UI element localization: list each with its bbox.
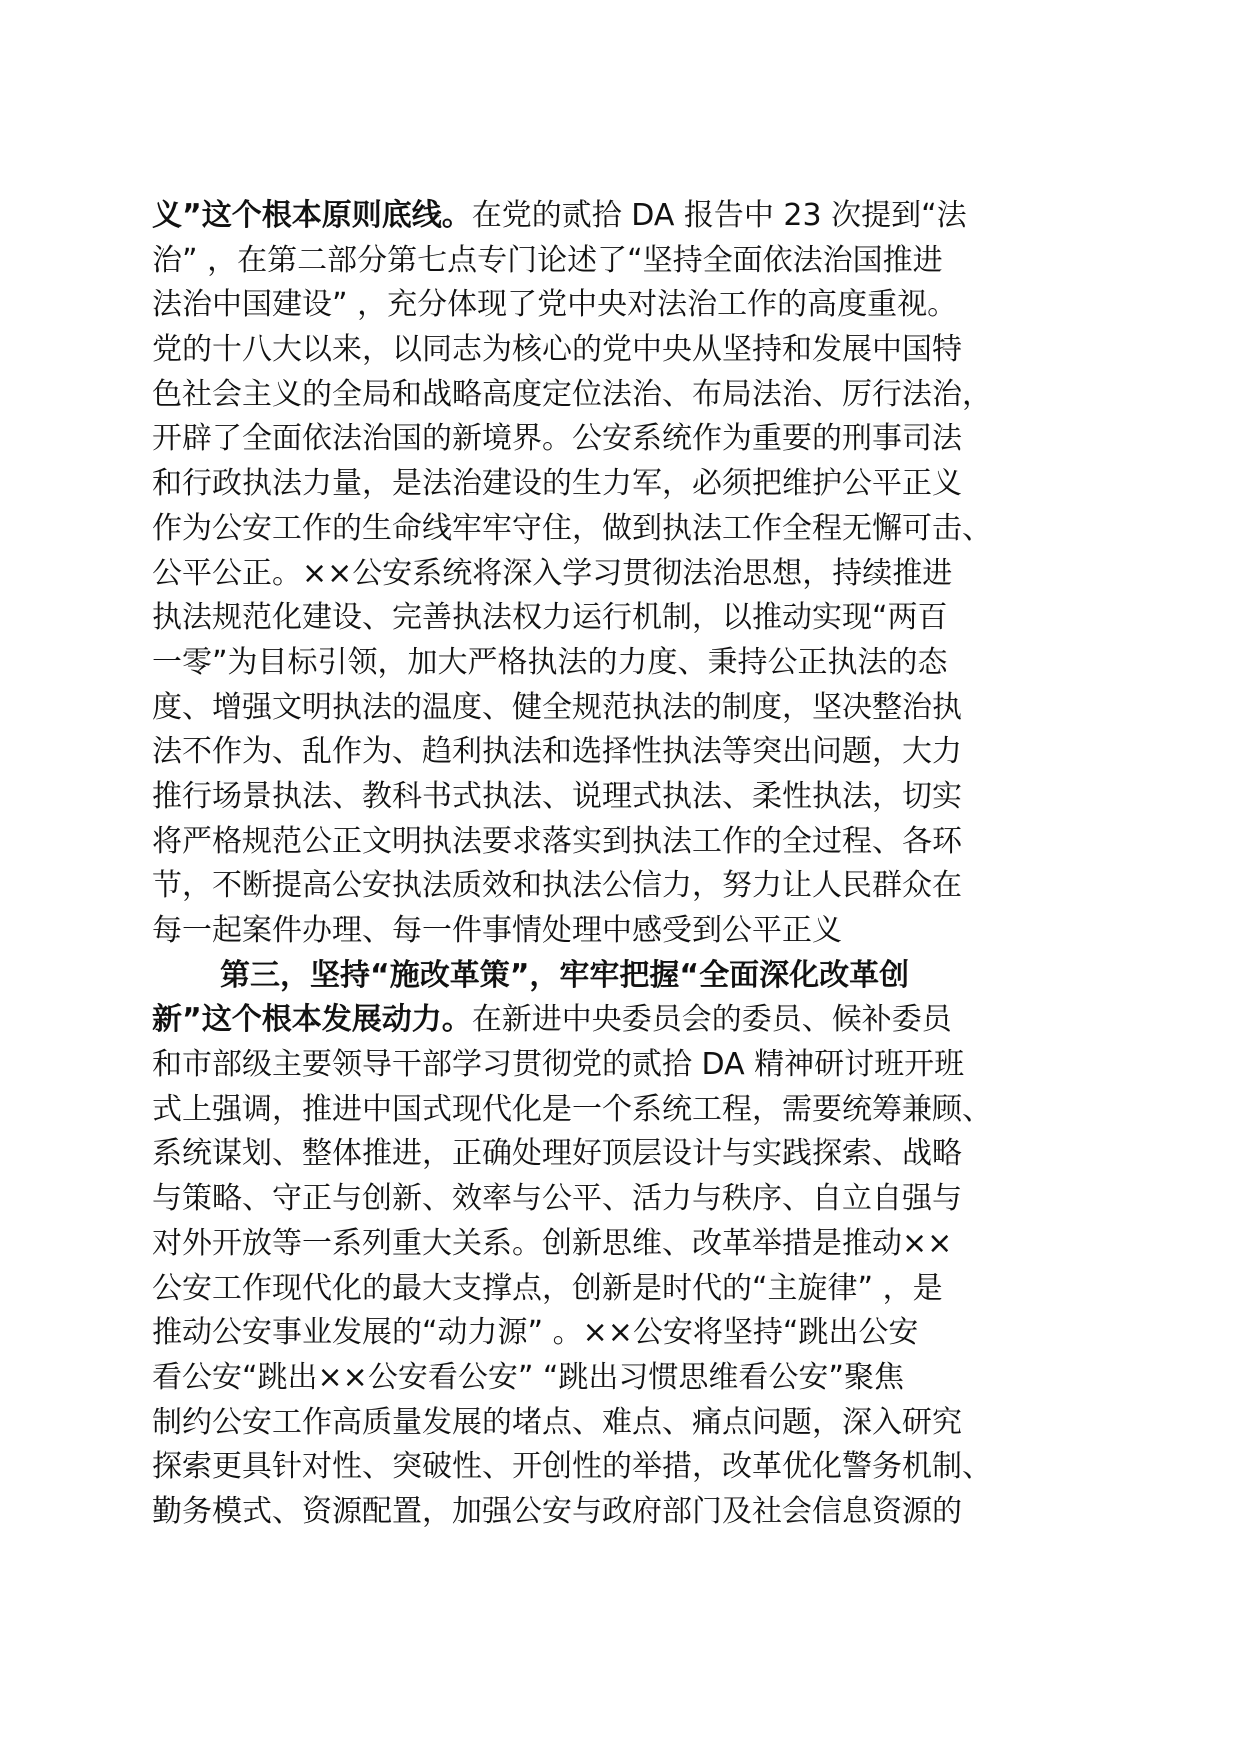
plain-run: 执法规范化建设、完善执法权力运行机制，以推动实现“两百 bbox=[152, 600, 948, 636]
text-line bbox=[152, 1177, 1092, 1222]
text-line bbox=[152, 1445, 1092, 1490]
text-line bbox=[152, 462, 1092, 507]
text-line bbox=[152, 820, 1092, 865]
plain-run: 与策略、守正与创新、效率与公平、活力与秩序、自立自强与 bbox=[152, 1181, 962, 1217]
text-line bbox=[152, 1132, 1092, 1177]
text-line bbox=[152, 864, 1092, 909]
text-line bbox=[152, 596, 1092, 641]
plain-run: 色社会主义的全局和战略高度定位法治、布局法治、厉行法治， bbox=[152, 376, 992, 412]
text-line bbox=[152, 909, 1092, 954]
text-line bbox=[152, 1401, 1092, 1446]
text-line bbox=[152, 552, 1092, 597]
plain-run: 系统谋划、整体推进，正确处理好顶层设计与实践探索、战略 bbox=[152, 1136, 962, 1172]
paragraph-1 bbox=[152, 194, 1092, 954]
text-line bbox=[152, 1311, 1092, 1356]
text-line bbox=[152, 507, 1092, 552]
text-line bbox=[152, 1222, 1092, 1267]
bold-run: 义”这个根本原则底线。 bbox=[152, 198, 472, 233]
plain-run: 公安工作现代化的最大支撑点，创新是时代的“主旋律” ，是 bbox=[152, 1270, 943, 1306]
paragraph-2 bbox=[152, 954, 1092, 1535]
text-line bbox=[152, 1267, 1092, 1312]
plain-run: 看公安“跳出××公安看公安” “跳出习惯思维看公安”聚焦 bbox=[152, 1359, 904, 1395]
text-line bbox=[152, 954, 1092, 999]
text-line bbox=[152, 373, 1092, 418]
plain-run: 推行场景执法、教科书式执法、说理式执法、柔性执法，切实 bbox=[152, 778, 962, 814]
plain-run: 节，不断提高公安执法质效和执法公信力，努力让人民群众在 bbox=[152, 868, 962, 904]
plain-run: 度、增强文明执法的温度、健全规范执法的制度，坚决整治执 bbox=[152, 689, 962, 725]
plain-run: 开辟了全面依法治国的新境界。公安系统作为重要的刑事司法 bbox=[152, 421, 962, 457]
plain-run: 和市部级主要领导干部学习贯彻党的贰拾 DA 精神研讨班开班 bbox=[152, 1047, 965, 1083]
text-line bbox=[152, 686, 1092, 731]
bold-run: 第三，坚持“施改革策”，牢牢把握“全面深化改革创 bbox=[220, 957, 910, 993]
text-line bbox=[152, 1490, 1092, 1535]
text-line bbox=[152, 194, 1092, 239]
text-line bbox=[152, 775, 1092, 820]
plain-run: 一零”为目标引领，加大严格执法的力度、秉持公正执法的态 bbox=[152, 644, 948, 680]
text-line bbox=[152, 730, 1092, 775]
text-line bbox=[152, 1043, 1092, 1088]
plain-run: 制约公安工作高质量发展的堵点、难点、痛点问题，深入研究 bbox=[152, 1404, 962, 1440]
bold-run: 新”这个根本发展动力。 bbox=[152, 1002, 472, 1038]
text-line bbox=[152, 1088, 1092, 1133]
plain-run: 在党的贰拾 DA 报告中 23 次提到“法 bbox=[471, 198, 967, 233]
text-line bbox=[152, 641, 1092, 686]
text-line bbox=[152, 1356, 1092, 1401]
plain-run: 法不作为、乱作为、趋利执法和选择性执法等突出问题，大力 bbox=[152, 734, 962, 770]
plain-run: 和行政执法力量，是法治建设的生力军，必须把维护公平正义 bbox=[152, 466, 962, 502]
text-line bbox=[152, 283, 1092, 328]
plain-run: 式上强调，推进中国式现代化是一个系统工程，需要统筹兼顾、 bbox=[152, 1091, 992, 1127]
plain-run: 探索更具针对性、突破性、开创性的举措，改革优化警务机制、 bbox=[152, 1449, 992, 1485]
text-line bbox=[152, 239, 1092, 284]
plain-run: 勤务模式、资源配置，加强公安与政府部门及社会信息资源的 bbox=[152, 1493, 962, 1529]
plain-run: 法治中国建设” ，充分体现了党中央对法治工作的高度重视。 bbox=[152, 287, 958, 323]
plain-run: 对外开放等一系列重大关系。创新思维、改革举措是推动×× bbox=[152, 1225, 953, 1261]
plain-run: 公平公正。××公安系统将深入学习贯彻法治思想，持续推进 bbox=[152, 555, 953, 591]
body-text bbox=[152, 194, 1092, 1535]
plain-run: 将严格规范公正文明执法要求落实到执法工作的全过程、各环 bbox=[152, 823, 962, 859]
text-line bbox=[152, 998, 1092, 1043]
plain-run: 在新进中央委员会的委员、候补委员 bbox=[471, 1002, 952, 1038]
plain-run: 推动公安事业发展的“动力源” 。××公安将坚持“跳出公安 bbox=[152, 1315, 919, 1351]
plain-run: 治” ，在第二部分第七点专门论述了“坚持全面依法治国推进 bbox=[152, 242, 943, 278]
text-line bbox=[152, 328, 1092, 373]
plain-run: 党的十八大以来，以同志为核心的党中央从坚持和发展中国特 bbox=[152, 332, 962, 368]
text-line bbox=[152, 417, 1092, 462]
plain-run: 作为公安工作的生命线牢牢守住，做到执法工作全程无懈可击、 bbox=[152, 510, 992, 546]
plain-run: 每一起案件办理、每一件事情处理中感受到公平正义 bbox=[152, 913, 842, 948]
